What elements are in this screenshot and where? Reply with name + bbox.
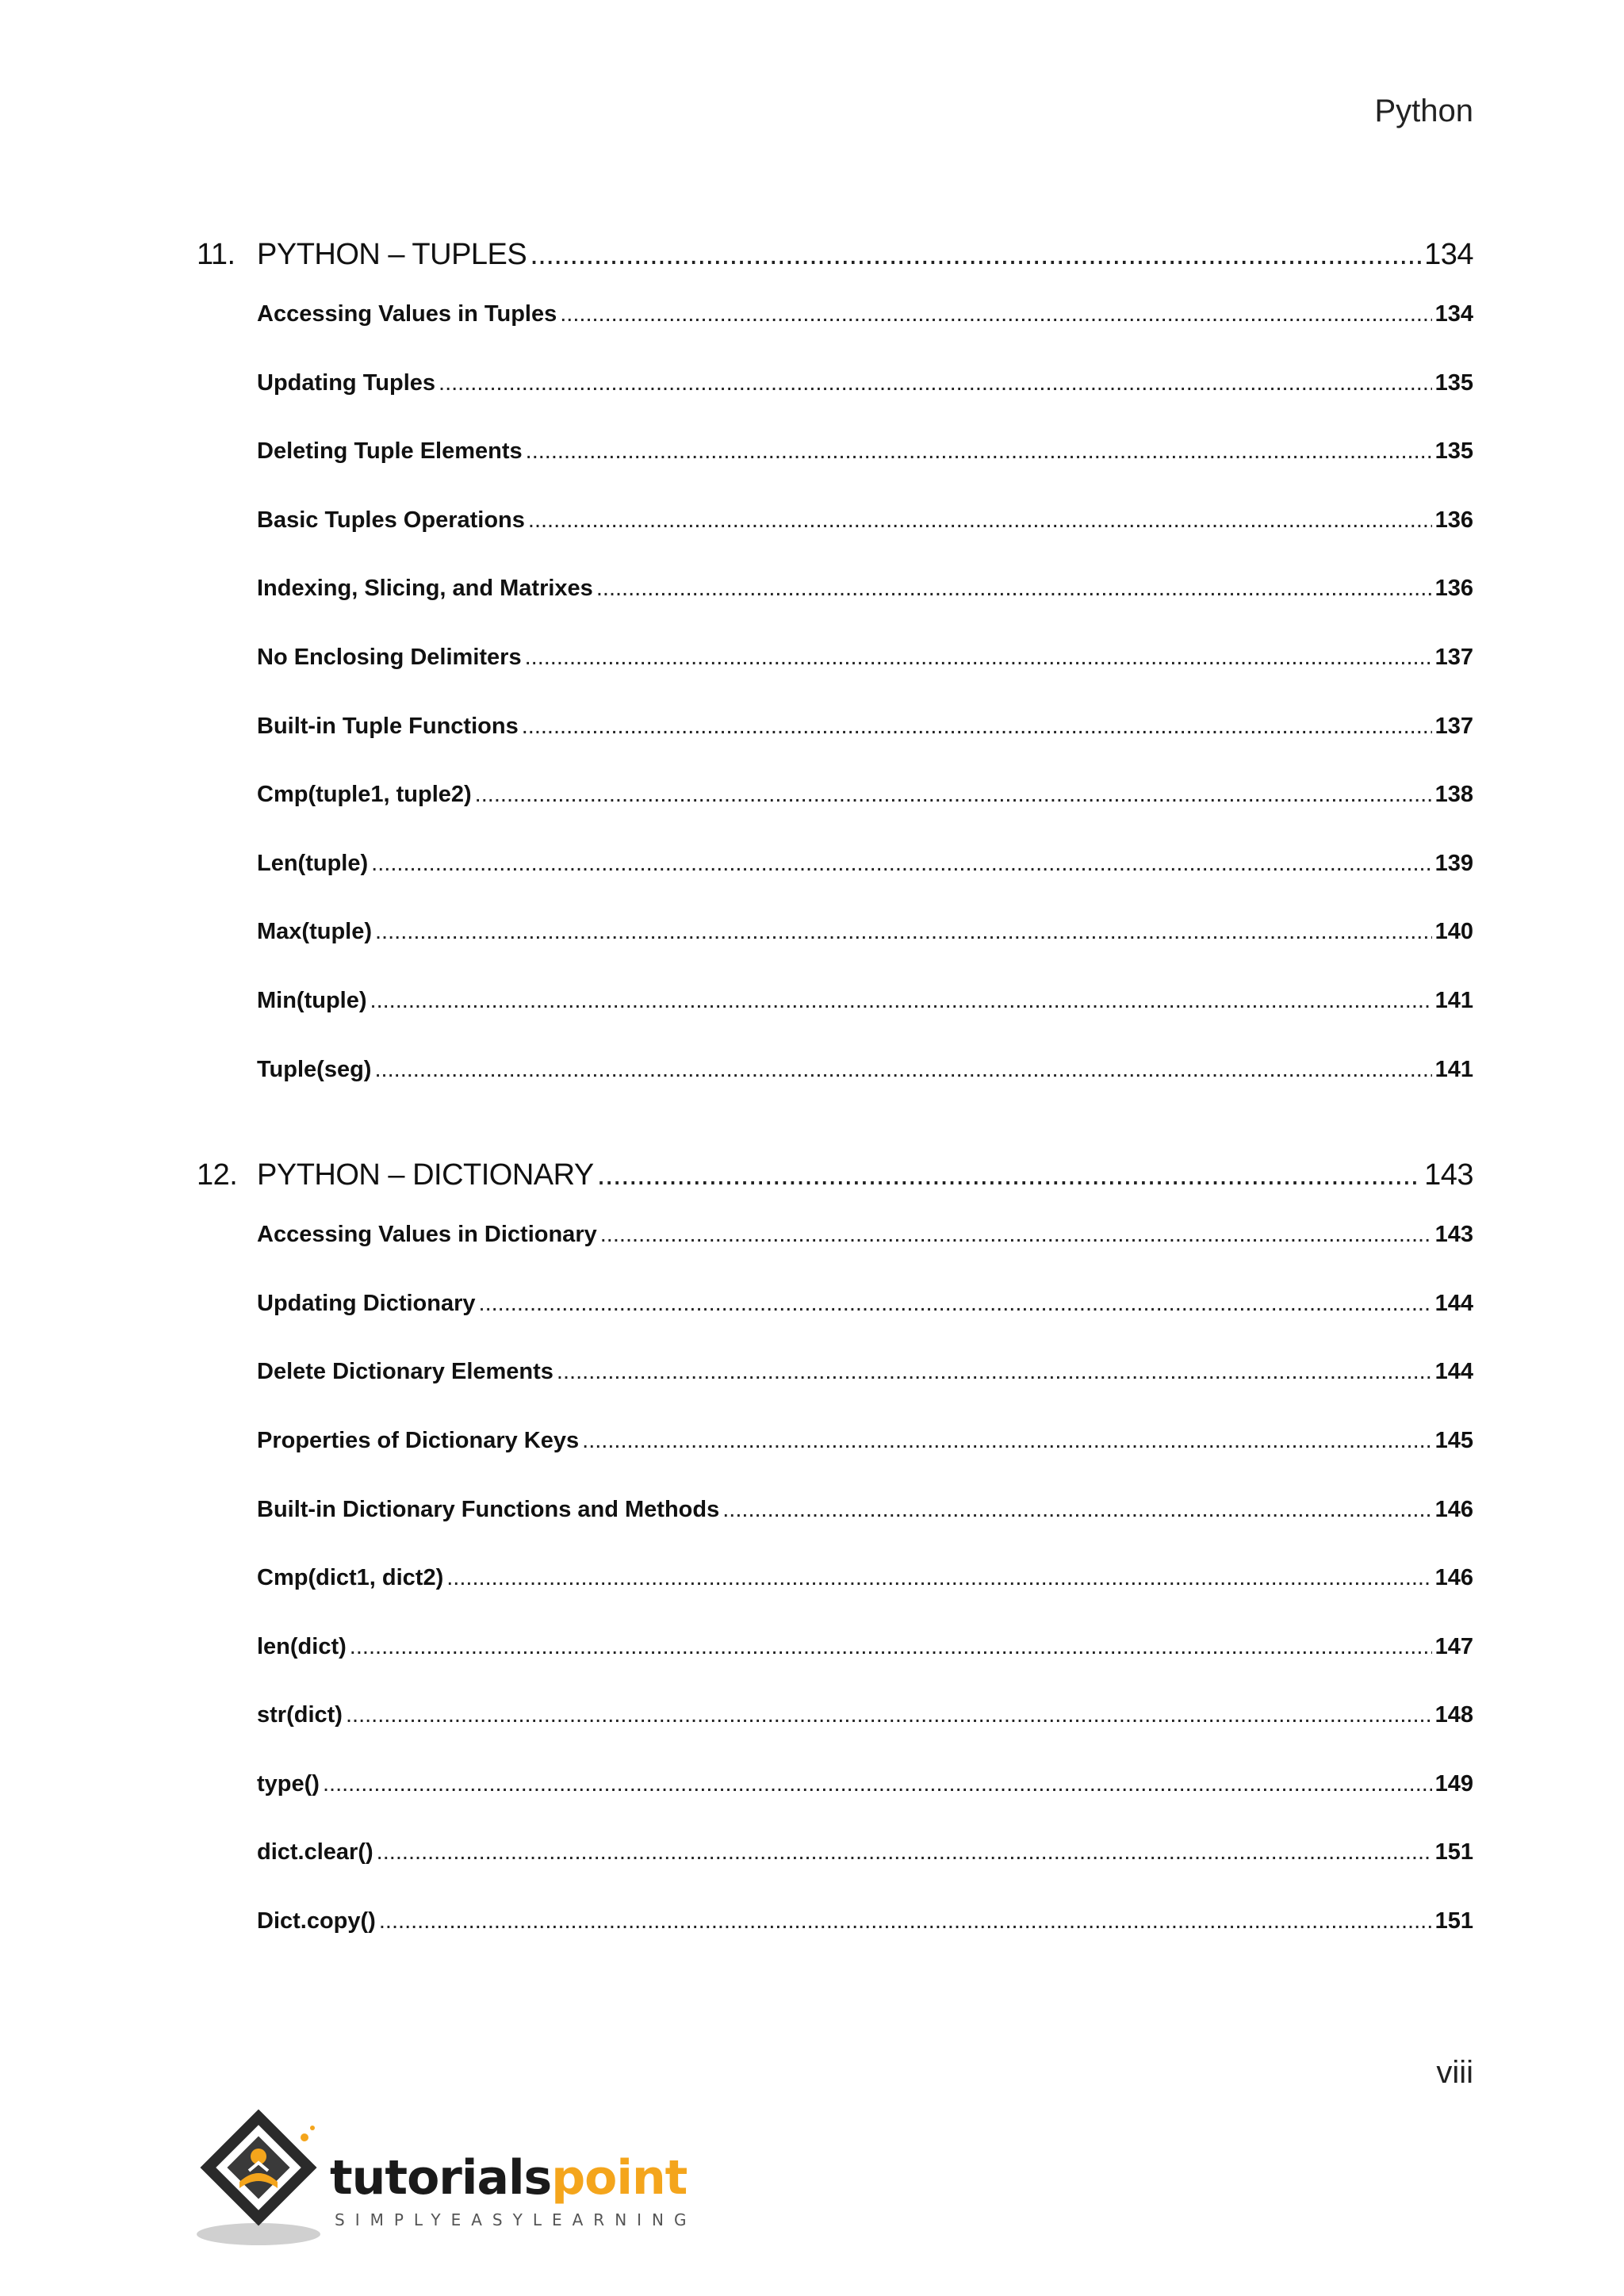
entry-title: No Enclosing Delimiters <box>257 644 522 670</box>
entry-title: Min(tuple) <box>257 987 367 1013</box>
dot-leader <box>377 1839 1432 1866</box>
entry-page: 144 <box>1434 1359 1473 1385</box>
entry-title: Built-in Dictionary Functions and Methods <box>257 1496 720 1522</box>
toc-entry[interactable] <box>257 576 1473 645</box>
dot-leader <box>323 1771 1432 1797</box>
entry-title: Cmp(dict1, dict2) <box>257 1565 444 1591</box>
dot-leader <box>528 507 1432 534</box>
entry-title: Delete Dictionary Elements <box>257 1359 553 1385</box>
toc-entry[interactable] <box>257 1497 1473 1566</box>
dot-leader <box>346 1702 1432 1728</box>
dot-leader <box>526 438 1432 465</box>
dot-leader <box>479 1291 1432 1317</box>
table-of-contents <box>197 238 1473 1977</box>
toc-entry[interactable] <box>257 1634 1473 1703</box>
toc-entry[interactable] <box>257 507 1473 576</box>
chapter-title: PYTHON – TUPLES <box>257 238 527 271</box>
toc-entry[interactable] <box>257 782 1473 851</box>
toc-entry[interactable] <box>257 1291 1473 1360</box>
toc-entry[interactable] <box>257 1222 1473 1291</box>
chapter-title: PYTHON – DICTIONARY <box>257 1158 594 1192</box>
toc-entry[interactable] <box>257 1359 1473 1428</box>
chapter-heading[interactable] <box>197 1158 1473 1200</box>
chapter-heading[interactable] <box>197 238 1473 279</box>
toc-entry[interactable] <box>257 1839 1473 1908</box>
dot-leader <box>371 851 1431 877</box>
running-header: Python <box>1374 94 1473 128</box>
entry-page: 143 <box>1434 1222 1473 1248</box>
dot-leader <box>560 301 1431 327</box>
entry-title: Max(tuple) <box>257 919 372 945</box>
toc-entry[interactable] <box>257 438 1473 507</box>
entry-page: 137 <box>1434 713 1473 739</box>
dot-leader <box>722 1497 1431 1523</box>
dot-leader <box>446 1565 1431 1591</box>
chapter-number: 11. <box>197 238 236 271</box>
entry-title: str(dict) <box>257 1702 343 1728</box>
toc-entry[interactable] <box>257 645 1473 714</box>
entry-page: 144 <box>1434 1290 1473 1316</box>
entry-title: Accessing Values in Tuples <box>257 301 557 327</box>
entry-title: Dict.copy() <box>257 1908 376 1934</box>
dot-leader <box>439 370 1432 396</box>
entry-title: Len(tuple) <box>257 850 369 876</box>
entry-title: Indexing, Slicing, and Matrixes <box>257 576 593 602</box>
toc-entry[interactable] <box>257 988 1473 1057</box>
toc-entry[interactable] <box>257 1771 1473 1840</box>
dot-leader <box>475 782 1432 808</box>
entry-page: 149 <box>1434 1770 1473 1797</box>
entry-title: dict.clear() <box>257 1839 373 1866</box>
toc-entry[interactable] <box>257 1057 1473 1126</box>
logo-tagline: SIMPLYEASYLEARNING <box>335 2210 697 2229</box>
dot-leader <box>350 1634 1432 1660</box>
dot-leader <box>379 1908 1432 1934</box>
entry-page: 135 <box>1434 369 1473 396</box>
entry-title: Deleting Tuple Elements <box>257 438 523 465</box>
toc-entry[interactable] <box>257 1702 1473 1771</box>
entry-page: 145 <box>1434 1427 1473 1453</box>
dot-leader <box>596 576 1432 602</box>
entry-title: len(dict) <box>257 1633 347 1659</box>
toc-entry[interactable] <box>257 370 1473 439</box>
logo-wordmark: tutorialspoint <box>330 2150 688 2206</box>
entry-page: 151 <box>1434 1908 1473 1934</box>
entry-page: 139 <box>1434 850 1473 876</box>
entry-page: 151 <box>1434 1839 1473 1866</box>
tutorialspoint-logo <box>193 2109 697 2252</box>
dot-leader <box>597 1158 1421 1192</box>
chapter-page: 134 <box>1424 238 1473 271</box>
entry-page: 138 <box>1434 782 1473 808</box>
logo-emblem-icon <box>193 2109 336 2252</box>
dot-leader <box>375 919 1432 945</box>
toc-entry[interactable] <box>257 919 1473 988</box>
entry-page: 141 <box>1434 987 1473 1013</box>
dot-leader <box>522 714 1432 740</box>
chapter-page: 143 <box>1424 1158 1473 1192</box>
toc-entry[interactable] <box>257 714 1473 783</box>
entry-title: Updating Dictionary <box>257 1290 476 1316</box>
entry-page: 147 <box>1434 1633 1473 1659</box>
dot-leader <box>374 1057 1431 1083</box>
entry-page: 136 <box>1434 576 1473 602</box>
entry-title: Properties of Dictionary Keys <box>257 1427 580 1453</box>
entry-page: 140 <box>1434 919 1473 945</box>
dot-leader <box>370 988 1432 1014</box>
chapter-number: 12. <box>197 1158 238 1192</box>
toc-entry[interactable] <box>257 1908 1473 1977</box>
toc-entry[interactable] <box>257 1428 1473 1497</box>
entry-title: type() <box>257 1770 320 1797</box>
entry-title: Tuple(seg) <box>257 1056 372 1082</box>
entry-title: Built-in Tuple Functions <box>257 713 519 739</box>
dot-leader <box>600 1222 1432 1248</box>
entry-page: 134 <box>1434 301 1473 327</box>
entry-title: Accessing Values in Dictionary <box>257 1222 597 1248</box>
entry-page: 146 <box>1434 1496 1473 1522</box>
entry-page: 148 <box>1434 1702 1473 1728</box>
entry-page: 141 <box>1434 1056 1473 1082</box>
dot-leader <box>530 238 1421 272</box>
dot-leader <box>582 1428 1431 1454</box>
page-number: viii <box>1436 2055 1473 2090</box>
entry-page: 136 <box>1434 507 1473 533</box>
toc-entry[interactable] <box>257 1565 1473 1634</box>
toc-entry[interactable] <box>257 301 1473 370</box>
dot-leader <box>557 1359 1432 1385</box>
chapter-entries <box>257 1222 1473 1977</box>
entry-title: Updating Tuples <box>257 369 436 396</box>
entry-page: 137 <box>1434 644 1473 670</box>
chapter-entries <box>257 301 1473 1125</box>
entry-title: Basic Tuples Operations <box>257 507 525 533</box>
dot-leader <box>525 645 1432 671</box>
entry-title: Cmp(tuple1, tuple2) <box>257 782 472 808</box>
entry-page: 146 <box>1434 1565 1473 1591</box>
toc-entry[interactable] <box>257 851 1473 920</box>
entry-page: 135 <box>1434 438 1473 465</box>
